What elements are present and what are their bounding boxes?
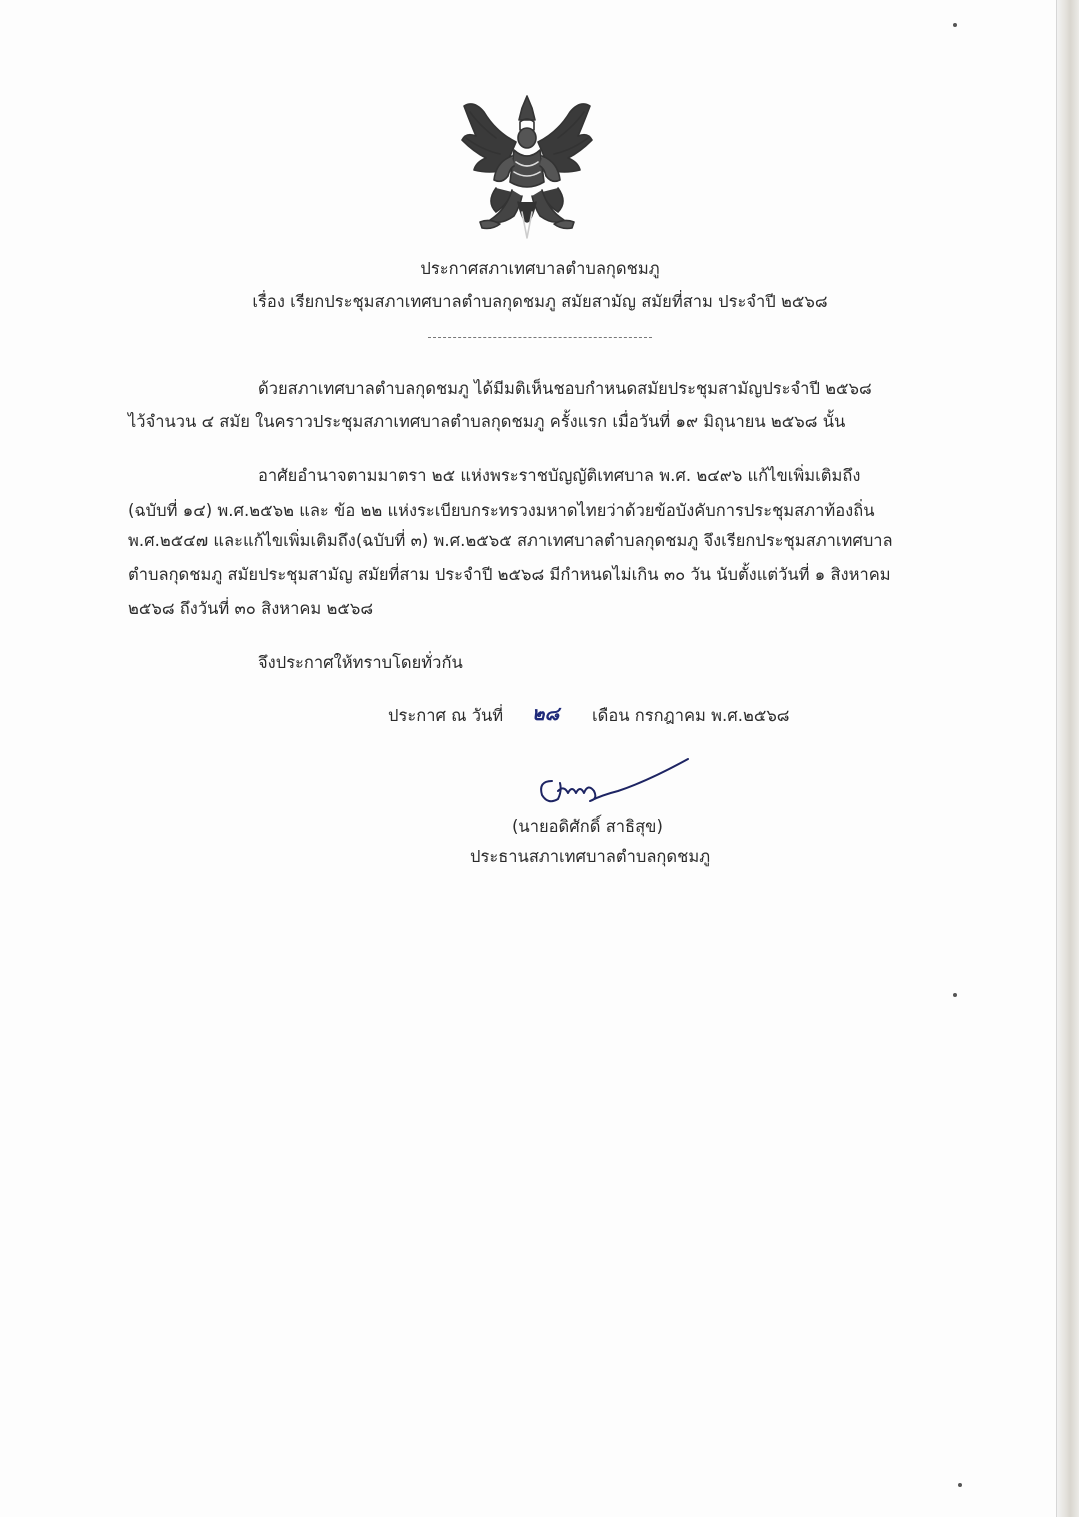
garuda-emblem-icon [456, 92, 598, 244]
scan-speck [953, 23, 957, 27]
paragraph-2-line-2: (ฉบับที่ ๑๔) พ.ศ.๒๕๖๒ และ ข้อ ๒๒ แห่งระเบียบกระทรวงมหาดไทยว่าด้วยข้อบังคับการประชุมสภาท้องถิ่น [128, 501, 875, 520]
signer-name: (นายอดิศักดิ์ สาธิสุข) [512, 817, 663, 836]
page-edge-shadow [1057, 0, 1079, 1517]
document-subject: เรื่อง เรียกประชุมสภาเทศบาลตำบลกุดชมภู สมัยสามัญ สมัยที่สาม ประจำปี ๒๕๖๘ [252, 292, 828, 311]
date-suffix: เดือน กรกฎาคม พ.ศ.๒๕๖๘ [592, 706, 790, 725]
closing-statement: จึงประกาศให้ทราบโดยทั่วกัน [258, 653, 463, 672]
scan-speck [953, 993, 957, 997]
paragraph-2-line-4: ตำบลกุดชมภู สมัยประชุมสามัญ สมัยที่สาม ประจำปี ๒๕๖๘ มีกำหนดไม่เกิน ๓๐ วัน นับตั้งแต่วันที่ ๑ สิงหาคม [128, 565, 891, 584]
title-divider [428, 337, 652, 338]
paragraph-2-line-5: ๒๕๖๘ ถึงวันที่ ๓๐ สิงหาคม ๒๕๖๘ [128, 599, 374, 618]
handwritten-day: ๒๘ [532, 703, 560, 725]
document-title: ประกาศสภาเทศบาลตำบลกุดชมภู [420, 259, 660, 278]
date-prefix: ประกาศ ณ วันที่ [388, 706, 504, 725]
signer-position: ประธานสภาเทศบาลตำบลกุดชมภู [470, 847, 711, 866]
paragraph-1-line-1: ด้วยสภาเทศบาลตำบลกุดชมภู ได้มีมติเห็นชอบกำหนดสมัยประชุมสามัญประจำปี ๒๕๖๘ [258, 379, 872, 398]
handwritten-signature [528, 755, 698, 815]
paragraph-1-line-2: ไว้จำนวน ๔ สมัย ในคราวประชุมสภาเทศบาลตำบลกุดชมภู ครั้งแรก เมื่อวันที่ ๑๙ มิถุนายน ๒๕๖๘ นั้น [128, 412, 846, 431]
scan-speck [958, 1483, 962, 1487]
paragraph-2-line-3: พ.ศ.๒๕๔๗ และแก้ไขเพิ่มเติมถึง(ฉบับที่ ๓) พ.ศ.๒๕๖๕ สภาเทศบาลตำบลกุดชมภู จึงเรียกประชุมสภาเทศบาล [128, 531, 893, 550]
paragraph-2-line-1: อาศัยอำนาจตามมาตรา ๒๕ แห่งพระราชบัญญัติเทศบาล พ.ศ. ๒๔๙๖ แก้ไขเพิ่มเติมถึง [258, 466, 861, 485]
